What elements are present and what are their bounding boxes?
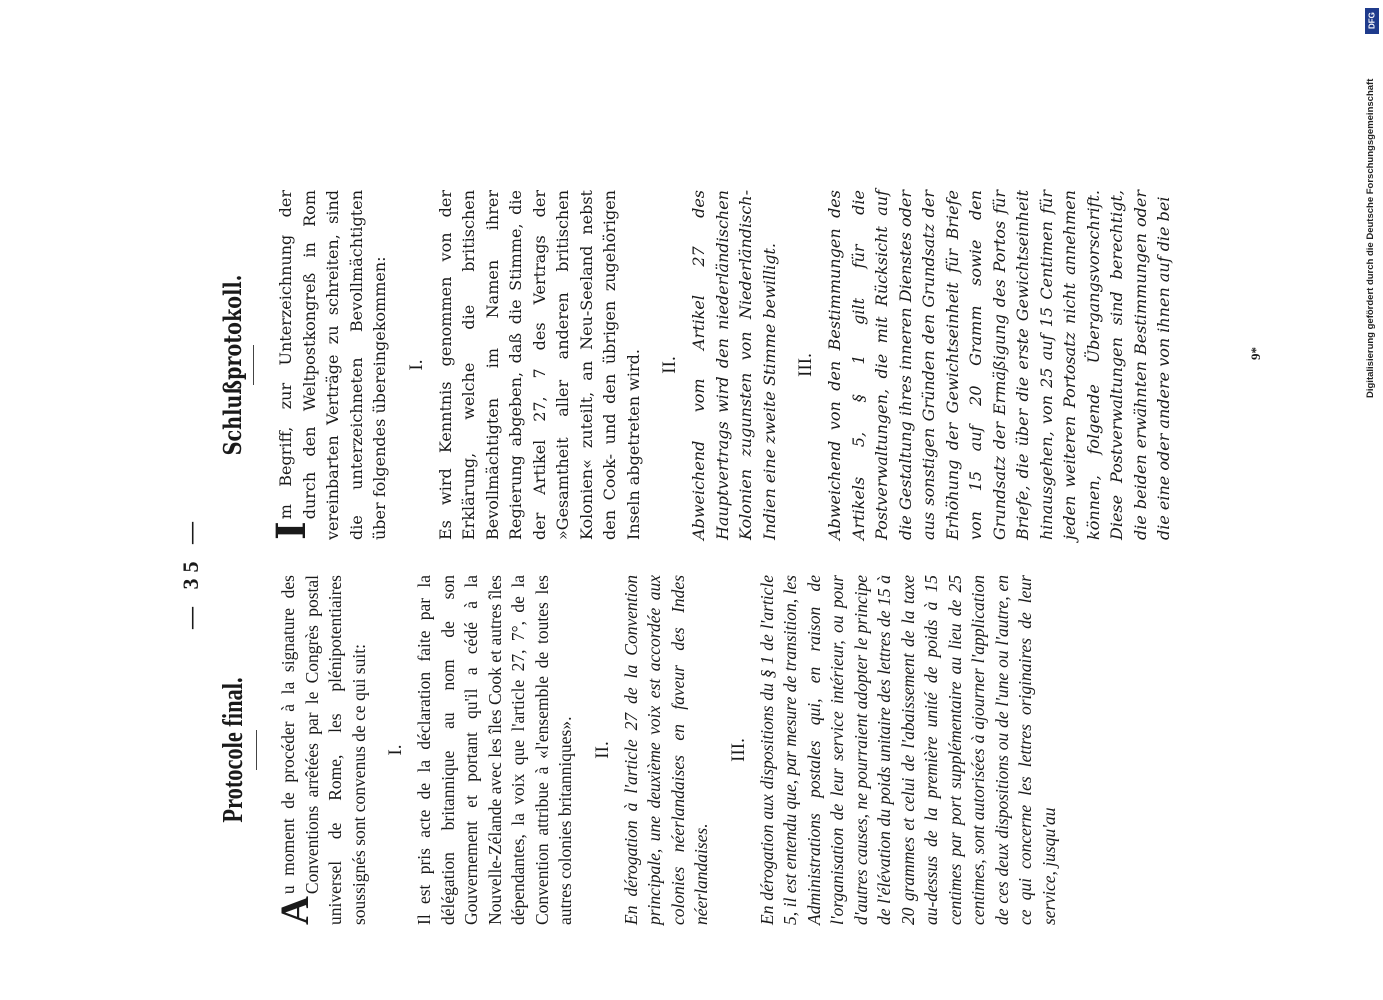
signature-mark: 9* [1248,347,1263,360]
german-dropcap: I [268,521,315,540]
german-section-numeral: II. [659,356,680,374]
rotated-page [178,190,1270,950]
german-section-text: Abweichend vom Artikel 27 des Hauptvertrags wird den niederländischen Kolonien zugunsten von Niederländisch-Indien eine zweite Stimme bewilligt. [689,190,779,540]
german-section-text: Abweichend von den Bestimmungen des Artikels 5, § 1 gilt für die Postverwaltungen, die mit Rücksicht auf die Gestaltung ihres inneren Dienstes oder aus sonstigen Gründen den Grundsatz der Erhöhung der Gewichtseinheit für Briefe von 15 auf 20 Gramm sowie den Grundsatz der Ermäßigung des Portos für Briefe, die über die erste Gewichtseinheit hinausgehen, von 25 auf 15 Centimen für jeden weiteren Portosatz nicht annehmen können, folgende Übergangsvorschrift. Diese Postverwaltungen sind berechtigt, die beiden erwähnten Bestimmungen oder die eine oder andere von ihnen auf die bei [825,190,1173,540]
digitization-credit [1365,8,1381,400]
dfg-logo: DFG [1365,8,1379,34]
credit-text: Digitalisierung gefördert durch die Deutsche Forschungsgemeinschaft [1365,78,1376,398]
page-number: — 35 — [178,516,203,629]
french-dropcap: A [272,896,317,925]
german-section-text: Es wird Kenntnis genommen von der Erklärung, welche die britischen Bevollmächtigten im Namen ihrer Regierung abgeben, daß die Stimme, die der Artikel 27, 7 des Vertrags der »Gesamtheit aller anderen britischen Kolonien« zuteilt, an Neu-Seeland nebst den Cook- und den übrigen zugehörigen Inseln abgetreten wird. [435,190,643,540]
german-column [218,190,1176,540]
title-rule [253,345,254,385]
german-section-numeral: III. [795,353,816,377]
french-section-numeral: I. [385,744,406,756]
french-section-numeral: III. [727,738,749,762]
french-section-text: Il est pris acte de la déclaration faite par la délégation britannique au nom de son Gouvernement et portant qu'il a cédé à la Nouvelle-Zélande avec les îles Cook et autres îles dépendantes, la voix que l'article 27, 7°, de la Convention attribue à «l'ensemble de toutes les autres colonies britanniques». [414,575,575,925]
french-column [218,575,1061,925]
german-intro: I m Begriff, zur Unterzeichnung der durch den Weltpostkongreß in Rom vereinbarten Verträge zu schreiten, sind die unterzeichneten Bevollmächtigten über folgendes übereingekommen: [268,190,389,540]
german-title: Schlußprotokoll. [218,274,247,456]
french-section-numeral: II. [591,741,613,759]
german-section-numeral: I. [405,359,427,371]
french-section-text: En dérogation à l'article 27 de la Convention principale, une deuxième voix est accordée aux colonies néerlandaises en faveur des Indes néerlandaises. [620,575,711,925]
french-title: Protocole final. [218,677,249,823]
french-section-text: En dérogation aux dispositions du § 1 de l'article 5, il est entendu que, par mesure de transition, les Administrations postales qui, en raison de l'organisation de leur service intérieur, ou pour d'autres causes, ne pourraient adopter le principe de l'élévation du poids unitaire des lettres de 15 à 20 grammes et celui de l'abaissement de la taxe au-dessus de la première unité de poids à 15 centimes par port supplémentaire au lieu de 25 centimes, sont autorisées à ajourner l'application de ces deux dispositions ou de l'une ou l'autre, en ce qui concerne les lettres originaires de leur service, jusqu'au [756,575,1059,925]
french-intro: A u moment de procéder à la signature des Conventions arrêtées par le Congrès postal universel de Rome, les plénipotentiaires soussignés sont convenus de ce qui suit: [272,575,369,925]
title-rule [256,730,257,770]
